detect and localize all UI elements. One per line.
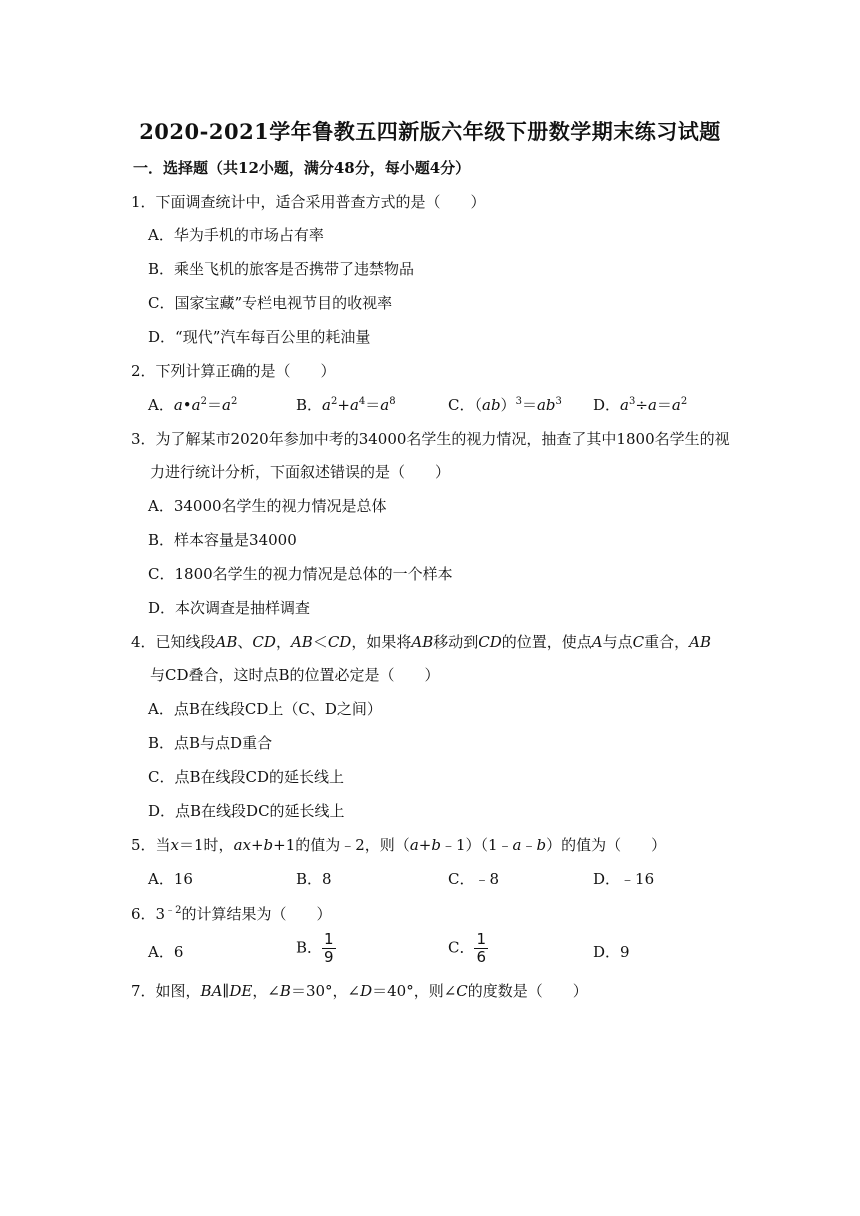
q1-option-d[interactable]: D．“现代”汽车每百公里的耗油量	[148, 328, 371, 346]
q5-option-d[interactable]: D．﹣16	[593, 870, 655, 888]
q2-option-c[interactable]: C．$(ab)^3=ab^3$	[448, 396, 562, 414]
page-title: 2020-2021学年鲁教五四新版六年级下册数学期末练习试题	[139, 119, 721, 144]
q4-option-b[interactable]: B．点B与点D重合	[148, 734, 273, 752]
q5-option-b[interactable]: B．8	[296, 870, 332, 888]
q3-stem-line1: 3．为了解某市2020年参加中考的34000名学生的视力情况，抽查了其中1800名学生的视	[131, 430, 730, 448]
q4-option-d[interactable]: D．点B在线段DC的延长线上	[148, 802, 345, 820]
q5-stem: 5．当x＝1时，ax+b+1的值为﹣2，则（a+b﹣1）（1﹣a﹣b）的值为（ ）	[131, 836, 667, 854]
q2-option-a[interactable]: A．$a•a^2=a^2$	[148, 396, 238, 414]
q6-stem: 6．$3^{﹣2}$的计算结果为（ ）	[131, 905, 332, 923]
q1-stem: 1．下面调查统计中，适合采用普查方式的是（ ）	[131, 193, 486, 211]
q5-option-c[interactable]: C．﹣8	[448, 870, 500, 888]
q1-option-a[interactable]: A．华为手机的市场占有率	[148, 226, 324, 244]
q3-option-c[interactable]: C．1800名学生的视力情况是总体的一个样本	[148, 565, 453, 583]
q6-option-a[interactable]: A．6	[148, 943, 184, 961]
q2-option-d[interactable]: D．$a^3\div a=a^2$	[593, 396, 688, 414]
q1-option-b[interactable]: B．乘坐飞机的旅客是否携带了违禁物品	[148, 260, 415, 278]
q3-option-b[interactable]: B．样本容量是34000	[148, 531, 297, 549]
q4-stem-line1: 4．已知线段AB、CD，AB＜CD，如果将AB移动到CD的位置，使点A与点C重合，AB	[131, 633, 711, 651]
q1-option-c[interactable]: C．国家宝藏”专栏电视节目的收视率	[148, 294, 393, 312]
fraction-one-ninth: $\frac{1}{9}$	[324, 930, 334, 966]
q4-stem-line2: 与CD叠合，这时点B的位置必定是（ ）	[150, 666, 440, 684]
q4-option-c[interactable]: C．点B在线段CD的延长线上	[148, 768, 345, 786]
q6-option-c[interactable]: C． $\frac{1}{6}$	[448, 930, 487, 966]
q5-option-a[interactable]: A．16	[148, 870, 193, 888]
q3-stem-line2: 力进行统计分析，下面叙述错误的是（ ）	[150, 463, 451, 481]
q2-option-b[interactable]: B．$a^2+a^4=a^8$	[296, 396, 396, 414]
q3-option-a[interactable]: A．34000名学生的视力情况是总体	[148, 497, 387, 515]
q6-option-b[interactable]: B． $\frac{1}{9}$	[296, 930, 334, 966]
q7-stem: 7．如图，BA∥DE，∠B＝30°，∠D＝40°，则∠C的度数是（ ）	[131, 982, 588, 1000]
fraction-one-sixth: $\frac{1}{6}$	[476, 930, 487, 966]
section-heading: 一．选择题（共12小题，满分48分，每小题4分）	[133, 159, 471, 177]
q3-option-d[interactable]: D．本次调查是抽样调查	[148, 599, 311, 617]
q6-option-d[interactable]: D．9	[593, 943, 630, 961]
q4-option-a[interactable]: A．点B在线段CD上（C、D之间）	[148, 700, 382, 718]
q2-stem: 2．下列计算正确的是（ ）	[131, 362, 336, 380]
